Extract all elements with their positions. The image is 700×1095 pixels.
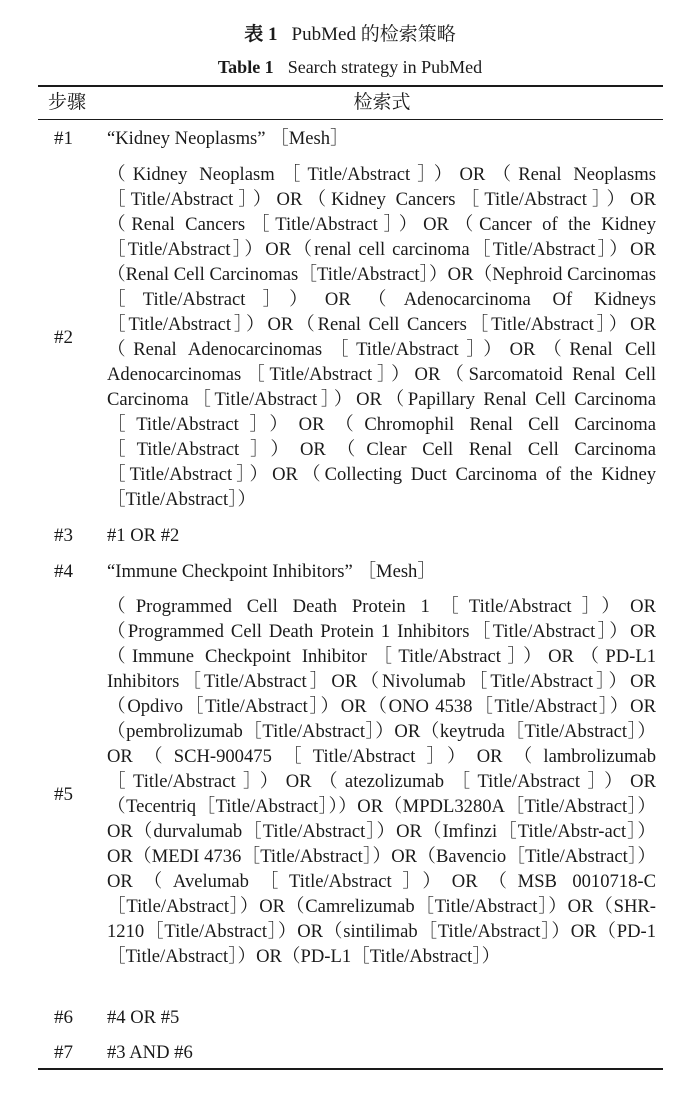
header-formula: 检索式	[353, 92, 411, 113]
table-bottom-rule	[38, 1068, 663, 1070]
table-caption-english	[0, 54, 700, 80]
row-2-query: （Kidney Neoplasm［Title/Abstract］）OR（Renal Neoplasms［Title/Abstract］）OR（Kidney Cancers［Title/Abstract］）OR（Renal Cancers［Title/Abstract］）OR（Cancer of the Kidney［Title/Abstract］）OR（renal cell carcinoma［Title/Abstract］）OR（Renal Cell Carcinomas［Title/Abstract］）OR（Nephroid Carcinomas［Title/Abstract］）OR（Adenocarcinoma Of Kidneys［Title/Abstract］）OR（Renal Cell Cancers［Title/Abstract］）OR（Renal Adenocarcinomas［Title/Abstract］）OR（Renal Cell Adenocarcinomas［Title/Abstract］）OR（Sarcomatoid Renal Cell Carcinoma［Title/Abstract］）OR（Papillary Renal Cell Carcinoma［Title/Abstract］）OR（Chromophil Renal Cell Carcinoma［Title/Abstract］）OR（Clear Cell Renal Cell Carcinoma［Title/Abstract］）OR（Collecting Duct Carcinoma of the Kidney［Title/Abstract］）	[107, 164, 656, 510]
row-3-query: #1 OR #2	[107, 525, 180, 546]
row-5-step: #5	[54, 784, 73, 805]
table-caption-chinese	[0, 22, 700, 48]
row-1-step: #1	[54, 128, 73, 149]
row-4-query: “Immune Checkpoint Inhibitors” ［Mesh］	[107, 561, 436, 582]
row-3-step: #3	[54, 525, 73, 546]
row-2-step: #2	[54, 327, 73, 348]
row-1-query: “Kidney Neoplasms” ［Mesh］	[107, 128, 349, 149]
caption-cn-title: PubMed 的检索策略	[291, 24, 456, 45]
caption-en-title: Search strategy in PubMed	[287, 57, 483, 77]
row-5-query: （Programmed Cell Death Protein 1［Title/Abstract］）OR（Programmed Cell Death Protein 1 Inhibitors［Title/Abstract］）OR（Immune Checkpoint Inhibitor［Title/Abstract］）OR（PD-L1 Inhibitors［Title/Abstract］OR（Nivolumab［Title/Abstract］）OR（Opdivo［Title/Abstract］）OR（ONO 4538［Title/Abstract］）OR（pembrolizumab［Title/Abstract］）OR（keytruda［Title/Abstract］）OR（SCH-900475［Title/Abstract］）OR（lambrolizumab［Title/Abstract］）OR（atezolizumab［Title/Abstract］）OR（Tecentriq［Title/Abstract］））OR（MPDL3280A［Title/Abstract］）OR（durvalumab［Title/Abstract］）OR（Imfinzi［Title/Abstr-act］）OR（MEDI 4736［Title/Abstract］）OR（Bavencio［Title/Abstract］）OR（Avelumab［Title/Abstract］）OR（MSB 0010718-C［Title/Abstract］）OR（Camrelizumab［Title/Abstract］）OR（SHR-1210［Title/Abstract］）OR（sintilimab［Title/Abstract］）OR（PD-1［Title/Abstract］）OR（PD-L1［Title/Abstract］）	[107, 596, 656, 967]
header-step: 步骤	[48, 92, 87, 113]
row-6-query: #4 OR #5	[107, 1007, 180, 1028]
row-7-query: #3 AND #6	[107, 1042, 193, 1063]
table-top-rule	[38, 85, 663, 87]
table-header-rule	[38, 119, 663, 120]
row-7-step: #7	[54, 1042, 73, 1063]
caption-cn-number: 表 1	[244, 24, 278, 45]
row-6-step: #6	[54, 1007, 73, 1028]
caption-en-number: Table 1	[217, 57, 274, 77]
row-4-step: #4	[54, 561, 73, 582]
